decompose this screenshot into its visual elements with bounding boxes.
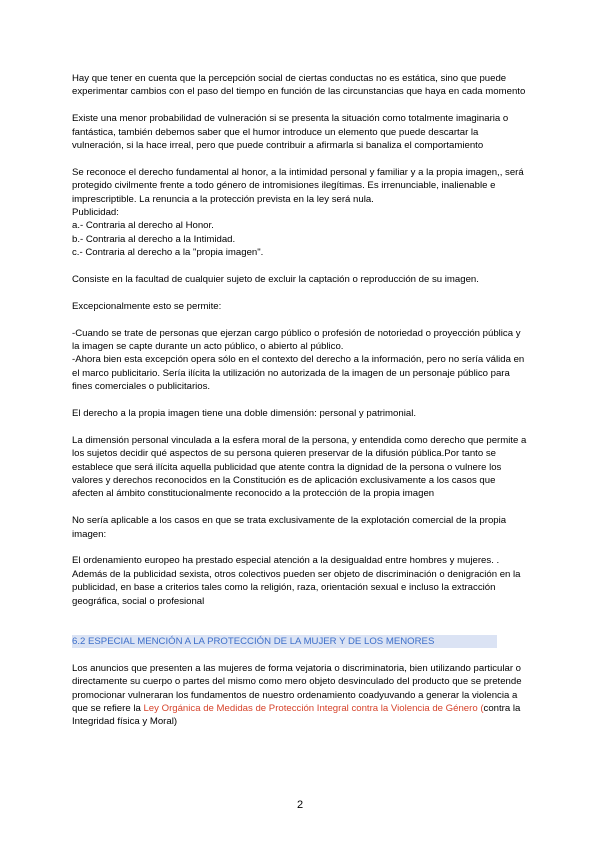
- list-item-intimidad: b.- Contraria al derecho a la Intimidad.: [72, 233, 236, 245]
- paragraph-excepcionalmente: Excepcionalmente esto se permite:: [72, 300, 222, 312]
- page-number: 2: [296, 799, 304, 811]
- paragraph-ordenamiento-europeo: El ordenamiento europeo ha prestado especial atención a la desigualdad entre hombres y mujeres. . Además de la publicidad sexista, otros colectivos pueden ser objeto de discriminación o denigración en la publicidad, en base a criterios tales como la religión, raza, orientación sexual e incluso la extracción geográfica, social o profesional: [72, 555, 521, 607]
- list-item-propia-imagen: c.- Contraria al derecho a la "propia imagen".: [72, 247, 264, 259]
- paragraph-explotacion-comercial: No sería aplicable a los casos en que se trata exclusivamente de la explotación comercial de la propia imagen:: [72, 515, 507, 540]
- paragraph-doble-dimension: El derecho a la propia imagen tiene una doble dimensión: personal y patrimonial.: [72, 408, 416, 420]
- document-page: [72, 72, 528, 729]
- section-heading: 6.2 ESPECIAL MENCIÓN A LA PROTECCIÓN DE LA MUJER Y DE LOS MENORES: [72, 635, 497, 648]
- paragraph-excepcion-informacion: -Ahora bien esta excepción opera sólo en el contexto del derecho a la información, pero no sería válida en el marco publicitario. Sería ilícita la utilización no autorizada de la imagen de un personaje público para fines comerciales o publicitarios.: [72, 354, 525, 393]
- list-item-honor: a.- Contraria al derecho al Honor.: [72, 220, 214, 232]
- paragraph-derecho-fundamental: Se reconoce el derecho fundamental al honor, a la intimidad personal y familiar y a la propia imagen,, será protegido civilmente frente a todo género de intromisiones ilegítimas. Es irrenunciable, inalienable e imprescriptible. La renuncia a la protección prevista en la ley será nula.: [72, 166, 524, 205]
- anuncios-text-end: contra la Integridad física y Moral): [72, 702, 521, 728]
- paragraph-vulneracion: Existe una menor probabilidad de vulneración si se presenta la situación como totalmente imaginaria o fantástica, también debemos saber que el humor introduce un elemento que puede descartar la vulneración, si la hace irreal, pero que puede contribuir a afirmarla si banaliza el comportamiento: [72, 113, 509, 152]
- publicidad-label: Publicidad:: [72, 207, 119, 219]
- ley-organica-link[interactable]: Ley Orgánica de Medidas de Protección Integral contra la Violencia de Género (: [143, 702, 484, 714]
- paragraph-percepcion: Hay que tener en cuenta que la percepción social de ciertas conductas no es estática, sino que puede experimentar cambios con el paso del tiempo en función de las circunstancias que haya en cada momento: [72, 73, 526, 98]
- paragraph-cargo-publico: -Cuando se trate de personas que ejerzan cargo público o profesión de notoriedad o proyección pública y la imagen se capte durante un acto público, o abierto al público.: [72, 327, 521, 353]
- paragraph-anuncios-mujeres: [72, 662, 528, 729]
- paragraph-facultad: Consiste en la facultad de cualquier sujeto de excluir la captación o reproducción de su imagen.: [72, 274, 479, 286]
- paragraph-dimension-personal: La dimensión personal vinculada a la esfera moral de la persona, y entendida como derecho que permite a los sujetos decidir qué aspectos de su persona quieren preservar de la difusión pública.Por tanto se establece que será ilícita aquella publicidad que atente contra la dignidad de la persona o vulnere los valores y derechos reconocidos en la Constitución es de aplicación exclusivamente a los casos que afecten al ámbito constitucionalmente reconocido a la protección de la propia imagen: [72, 434, 527, 500]
- anuncios-text-start: Los anuncios que presenten a las mujeres de forma vejatoria o discriminatoria, bien utilizando particular o directamente su cuerpo o partes del mismo como mero objeto desvinculado del producto que se pretende promocionar vulneraran los fundamentos de nuestro ordenamiento coadyuvando a generar la violencia a que se refiere la: [72, 662, 522, 714]
